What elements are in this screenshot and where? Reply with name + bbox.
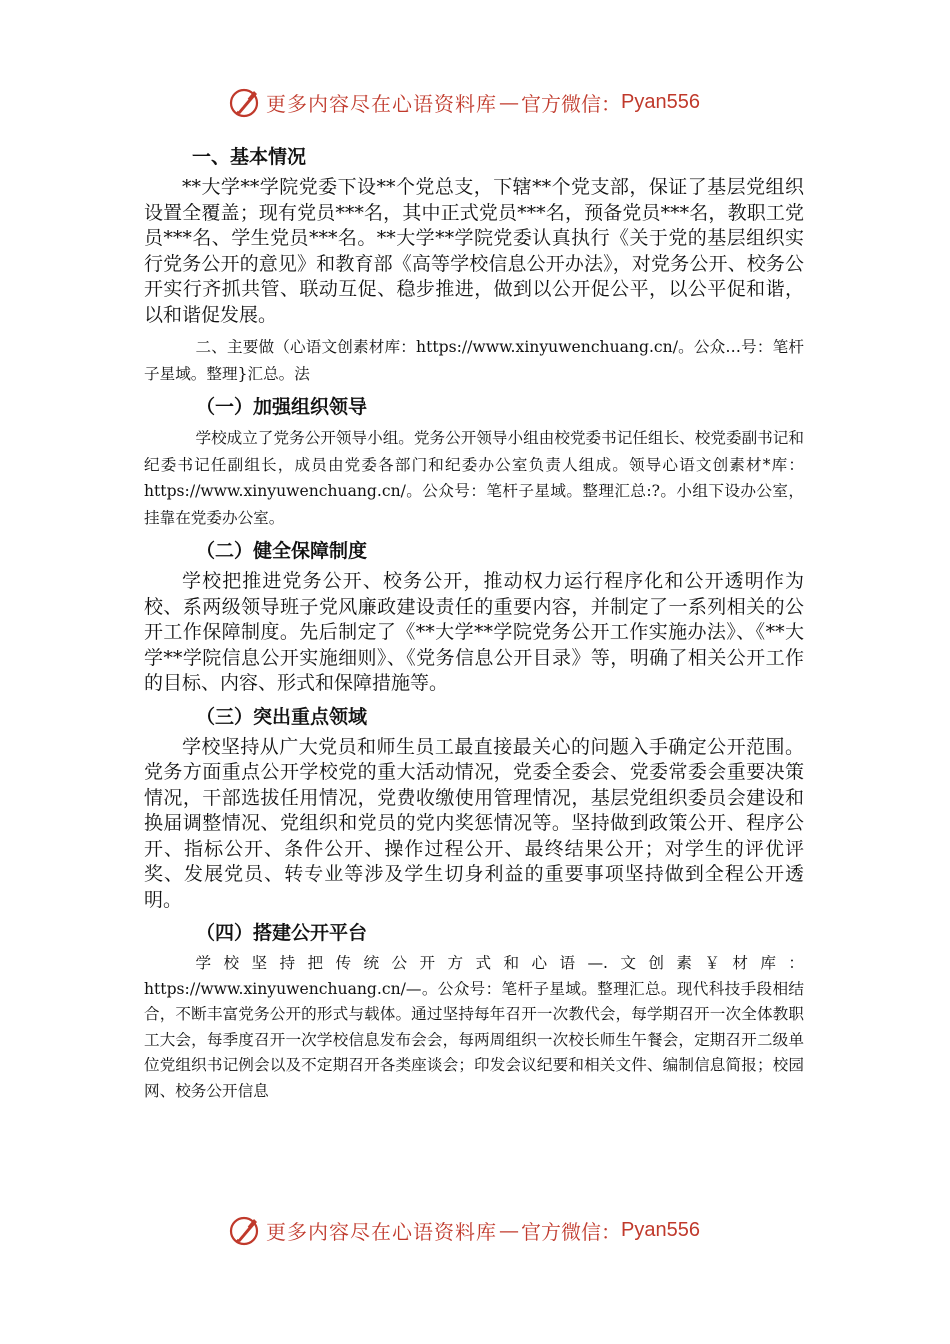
paragraph-system: 学校把推进党务公开、校务公开，推动权力运行程序化和公开透明作为校、系两级领导班子党风廉政建设责任的重要内容，并制定了一系列相关的公开工作保障制度。先后制定了《**大学**学院党务公开工作实施办法》、《**大学**学院信息公开实施细则》、《党务信息公开目录》等，明确了相关公开工作的目标、内容、形式和保障措施等。	[144, 570, 804, 694]
section-heading-basic: 一、基本情况	[192, 146, 307, 168]
banner-wechat-id: Pyan556	[621, 1218, 700, 1241]
banner-text: 更多内容尽在心语资料库	[266, 1219, 497, 1244]
section-heading-leadership: （一）加强组织领导	[196, 396, 368, 418]
document-body	[144, 143, 804, 1104]
quill-pen-logo-icon	[228, 1213, 262, 1247]
paragraph-basic: **大学**学院党委下设**个党总支，下辖**个党支部，保证了基层党组织设置全覆盖；现有党员***名，其中正式党员***名，预备党员***名，教职工党员***名、学生党员***名。**大学**学院党委认真执行《关于党的基层组织实行党务公开的意见》和教育部《高等学校信息公开办法》，对党务公开、校务公开实行齐抓共管、联动互促、稳步推进，做到以公开促公平，以公平促和谐，以和谐促发展。	[144, 176, 804, 326]
paragraph-leadership: 学校成立了党务公开领导小组。党务公开领导小组由校党委书记任组长、校党委副书记和纪委书记任副组长，成员由党委各部门和纪委办公室负责人组成。领导心语文创素材*库：https://www.xinyuwenchuang.cn/。公众号：笔杆子星域。整理汇总:?。小组下设办公室，挂靠在党委办公室。	[144, 429, 804, 527]
section-heading-platform: （四）搭建公开平台	[196, 922, 368, 944]
header-banner	[0, 82, 950, 122]
banner-wechat-id: Pyan556	[621, 90, 700, 113]
quill-pen-logo-icon	[228, 85, 262, 119]
banner-separator: —	[499, 1218, 519, 1242]
section-heading-system: （二）健全保障制度	[196, 540, 368, 562]
paragraph-main-practices: 二、主要做（心语文创素材库：https://www.xinyuwenchuang.cn/。公众…号：笔杆子星域。整理}汇总。法	[144, 338, 804, 383]
banner-text: 更多内容尽在心语资料库	[266, 91, 497, 116]
banner-wechat-label: 官方微信：	[521, 1219, 621, 1244]
banner-separator: —	[499, 90, 519, 114]
footer-banner	[0, 1210, 950, 1250]
paragraph-key-areas: 学校坚持从广大党员和师生员工最直接最关心的问题入手确定公开范围。党务方面重点公开学校党的重大活动情况，党委全委会、党委常委会重要决策情况，干部选拔任用情况，党费收缴使用管理情况，基层党组织委员会建设和换届调整情况、党组织和党员的党内奖惩情况等。坚持做到政策公开、程序公开、指标公开、条件公开、操作过程公开、最终结果公开；对学生的评优评奖、发展党员、转专业等涉及学生切身利益的重要事项坚持做到全程公开透明。	[144, 735, 804, 911]
paragraph-platform: 学校坚持把传统公开方式和心语—.文创素￥材库：https://www.xinyuwenchuang.cn/—。公众号：笔杆子星域。整理汇总。现代科技手段相结合，不断丰富党务公开的形式与载体。通过坚持每年召开一次教代会，每学期召开一次全体教职工大会，每季度召开一次学校信息发布会会，每两周组织一次校长师生午餐会，定期召开二级单位党组织书记例会以及不定期召开各类座谈会；印发会议纪要和相关文件、编制信息简报；校园网、校务公开信息	[144, 954, 804, 1100]
banner-wechat-label: 官方微信：	[521, 91, 621, 116]
section-heading-key-areas: （三）突出重点领域	[196, 705, 368, 728]
